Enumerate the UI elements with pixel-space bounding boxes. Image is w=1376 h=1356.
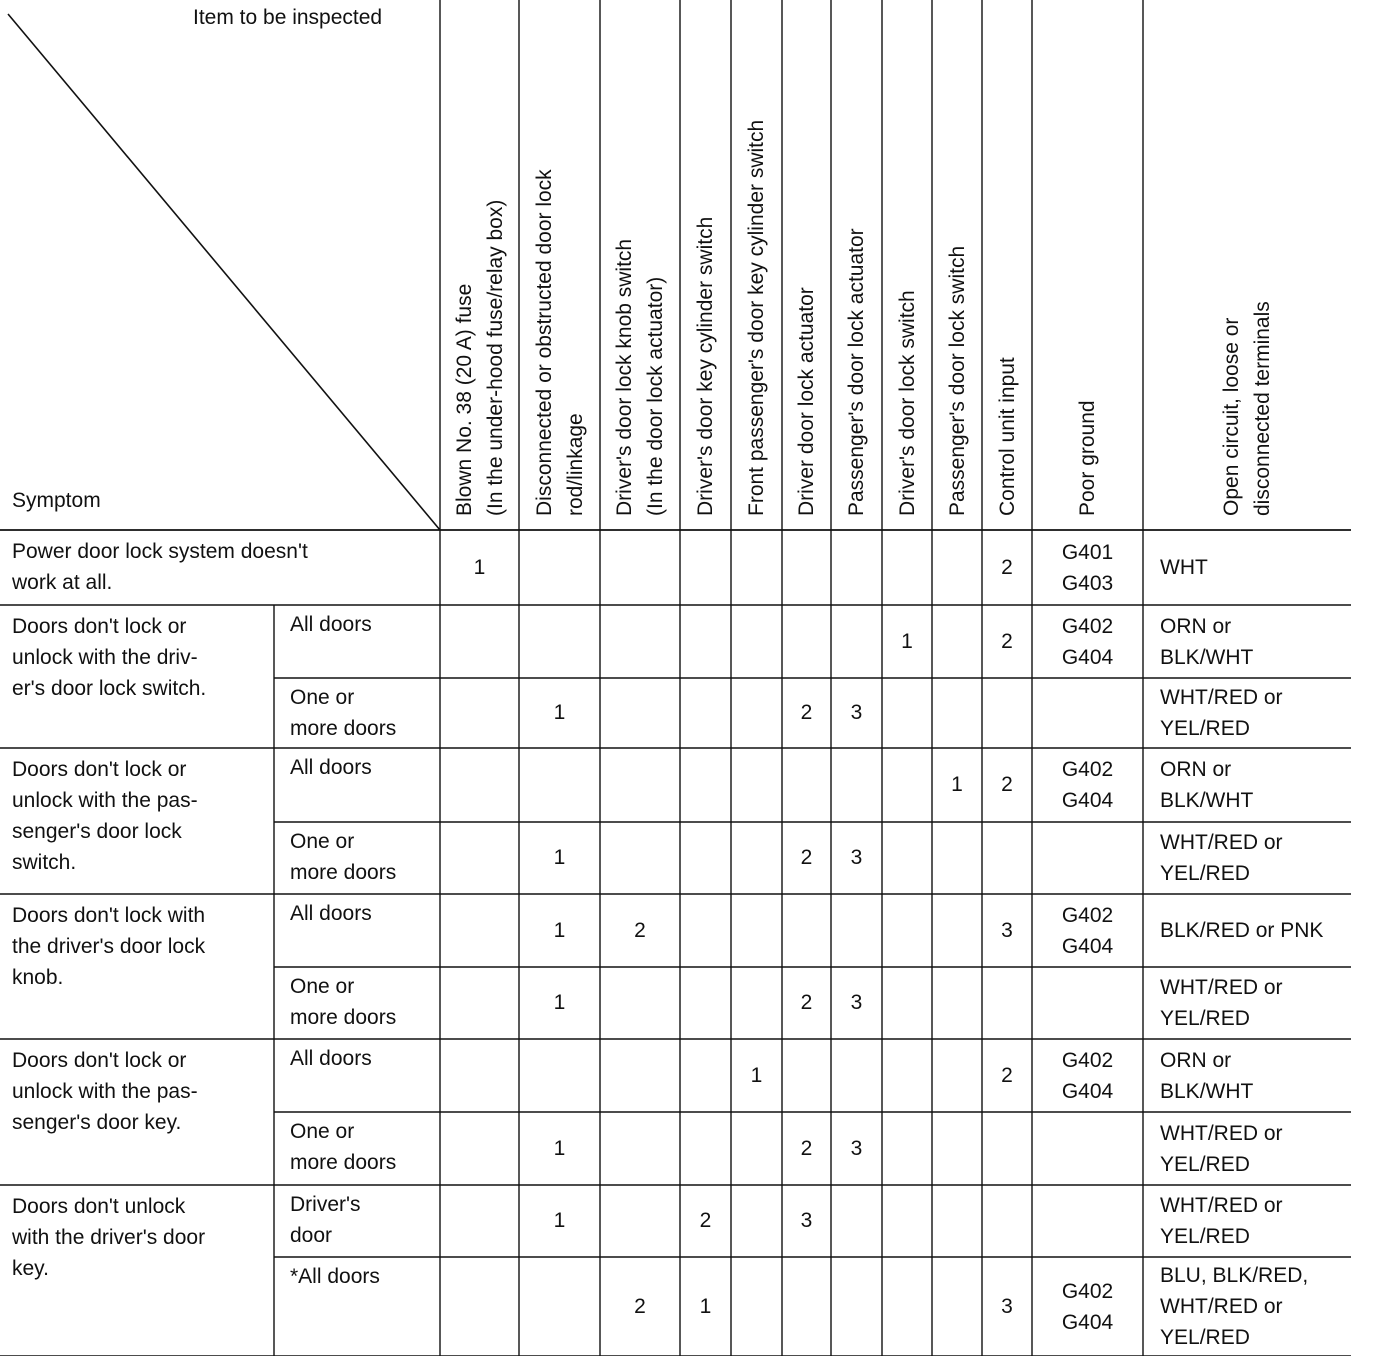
priority-cell: 3 — [850, 846, 863, 869]
priority-cell: 1 — [553, 1209, 566, 1232]
cell-line: G402 — [1061, 903, 1114, 927]
cell-line: WHT/RED or — [1160, 686, 1283, 709]
priority-cell: 1 — [553, 991, 566, 1014]
priority-cell: 2 — [1001, 773, 1013, 796]
subcondition-line: more doors — [290, 717, 397, 740]
terminal-cell — [1143, 605, 1351, 678]
priority-cell: 2 — [1001, 629, 1013, 653]
terminal-cell — [1143, 1039, 1351, 1112]
priority-cell: 3 — [1001, 918, 1013, 942]
symptom-line: switch. — [12, 851, 77, 874]
symptom-line: Power door lock system doesn't — [12, 540, 308, 563]
priority-cell: 2 — [699, 1209, 712, 1232]
symptom-line: unlock with the driv- — [12, 646, 198, 669]
cell-line: G402 — [1061, 1279, 1114, 1303]
cell-line: WHT/RED or — [1160, 831, 1283, 854]
cell-line: G404 — [1061, 1079, 1114, 1103]
column-header-line: Driver door lock actuator — [795, 287, 818, 516]
subcondition-cell — [290, 826, 396, 888]
cell-line: G401 — [1061, 540, 1114, 564]
symptom-cell — [12, 754, 198, 878]
cell-line: WHT/RED or — [1160, 976, 1283, 999]
column-header-line: Front passenger's door key cylinder switch — [745, 119, 768, 516]
symptom-line: unlock with the pas- — [12, 1080, 198, 1103]
ground-cell — [1032, 894, 1143, 967]
column-header-7 — [841, 228, 872, 516]
ground-cell — [1032, 605, 1143, 678]
symptom-cell — [12, 1045, 198, 1138]
column-header-2 — [529, 169, 591, 516]
ground-cell — [1032, 1039, 1143, 1112]
column-header-line: disconnected terminals — [1251, 301, 1274, 516]
cell-line: G402 — [1061, 614, 1114, 638]
symptom-line: Doors don't lock or — [12, 1049, 187, 1072]
column-header-line: (In the door lock actuator) — [644, 276, 667, 516]
subcondition-line: One or — [290, 686, 355, 709]
subcondition-cell — [290, 1043, 372, 1074]
cell-line: BLU, BLK/RED, — [1160, 1264, 1309, 1287]
subcondition-cell — [290, 971, 396, 1033]
subcondition-cell — [290, 752, 372, 783]
priority-cell: 1 — [951, 773, 963, 796]
cell-line: G404 — [1061, 789, 1114, 812]
column-header-1 — [449, 200, 511, 516]
terminal-cell — [1143, 1257, 1351, 1356]
cell-line: YEL/RED — [1160, 1152, 1250, 1176]
priority-cell: 2 — [1001, 1063, 1013, 1087]
subcondition-line: All doors — [290, 1047, 372, 1070]
item-to-be-inspected-label: Item to be inspected — [193, 6, 383, 29]
priority-cell: 1 — [553, 701, 566, 724]
cell-line: ORN or — [1160, 758, 1232, 781]
priority-cell: 1 — [553, 846, 566, 869]
terminal-cell — [1143, 1185, 1351, 1257]
cell-line: G402 — [1061, 1048, 1114, 1072]
subcondition-cell — [290, 609, 372, 640]
terminal-cell — [1143, 822, 1351, 894]
column-header-line: Driver's door key cylinder switch — [694, 216, 717, 516]
subcondition-line: One or — [290, 830, 355, 853]
cell-line: YEL/RED — [1160, 862, 1250, 885]
subcondition-line: door — [290, 1224, 333, 1247]
subcondition-line: All doors — [290, 902, 372, 925]
cell-line: WHT — [1160, 556, 1208, 579]
symptom-line: senger's door lock — [12, 820, 182, 843]
symptom-line: with the driver's door — [12, 1226, 206, 1249]
symptom-cell — [12, 1191, 205, 1284]
cell-line: WHT/RED or — [1160, 1295, 1283, 1318]
symptom-line: Doors don't lock with — [12, 904, 206, 927]
cell-line: ORN or — [1160, 1048, 1232, 1072]
column-header-8 — [892, 290, 923, 516]
cell-line: YEL/RED — [1160, 1007, 1250, 1030]
cell-line: ORN or — [1160, 614, 1232, 638]
column-header-line: Control unit input — [995, 357, 1019, 516]
terminal-cell — [1143, 678, 1351, 748]
priority-cell: 2 — [800, 701, 813, 724]
symptom-cell — [12, 611, 206, 704]
column-header-5 — [741, 120, 772, 516]
column-header-line: Passenger's door lock actuator — [845, 228, 868, 516]
column-header-line: Driver's door lock knob switch — [613, 238, 636, 516]
terminal-cell — [1143, 967, 1351, 1039]
column-header-line: Poor ground — [1076, 400, 1099, 516]
column-header-11 — [1072, 400, 1103, 516]
priority-cell: 2 — [800, 1136, 813, 1160]
subcondition-line: All doors — [290, 756, 372, 779]
symptom-cell — [12, 900, 205, 993]
cell-line: G403 — [1061, 571, 1114, 595]
symptom-line: Doors don't unlock — [12, 1195, 186, 1218]
priority-cell: 3 — [1001, 1294, 1013, 1318]
symptom-line: key. — [12, 1257, 49, 1280]
cell-line: YEL/RED — [1160, 1225, 1250, 1248]
subcondition-line: more doors — [290, 1006, 397, 1029]
subcondition-line: more doors — [290, 1151, 397, 1174]
priority-cell: 2 — [800, 846, 813, 869]
priority-cell: 3 — [850, 991, 863, 1014]
column-header-line: Blown No. 38 (20 A) fuse — [452, 283, 476, 516]
header-diagonal-line — [8, 14, 440, 530]
cell-line: G404 — [1061, 1310, 1114, 1334]
subcondition-line: more doors — [290, 861, 397, 884]
priority-cell: 1 — [473, 555, 486, 579]
subcondition-cell — [290, 1116, 396, 1178]
priority-cell: 1 — [901, 629, 913, 653]
cell-line: YEL/RED — [1160, 1326, 1250, 1349]
cell-line: YEL/RED — [1160, 717, 1250, 740]
column-header-4 — [690, 217, 721, 516]
cell-line: G404 — [1061, 934, 1114, 958]
subcondition-line: All doors — [290, 613, 372, 636]
terminal-cell — [1143, 530, 1351, 605]
cell-line: BLK/WHT — [1160, 645, 1254, 669]
subcondition-line: Driver's — [290, 1193, 361, 1216]
symptom-line: work at all. — [12, 571, 113, 594]
column-header-line: Disconnected or obstructed door lock — [532, 169, 556, 516]
subcondition-cell — [290, 1189, 361, 1251]
symptom-line: Doors don't lock or — [12, 615, 187, 638]
symptom-label: Symptom — [12, 489, 101, 512]
ground-cell — [1032, 748, 1143, 822]
priority-cell: 1 — [553, 1136, 566, 1160]
ground-cell — [1032, 1257, 1143, 1356]
symptom-line: knob. — [12, 966, 64, 989]
subcondition-line: One or — [290, 975, 355, 998]
priority-cell: 2 — [634, 918, 646, 942]
terminal-cell — [1143, 748, 1351, 822]
cell-line: BLK/RED or PNK — [1160, 919, 1324, 942]
subcondition-cell — [290, 898, 372, 929]
cell-line: BLK/WHT — [1160, 1079, 1254, 1103]
symptom-line: unlock with the pas- — [12, 789, 198, 812]
column-header-12 — [1216, 301, 1278, 516]
column-header-line: Passenger's door lock switch — [945, 245, 969, 516]
subcondition-line: One or — [290, 1120, 355, 1143]
symptom-line: the driver's door lock — [12, 935, 206, 958]
cell-line: BLK/WHT — [1160, 789, 1254, 812]
subcondition-cell — [290, 682, 396, 744]
symptom-line: Doors don't lock or — [12, 758, 187, 781]
cell-line: WHT/RED or — [1160, 1194, 1283, 1217]
column-header-line: (In the under-hood fuse/relay box) — [483, 199, 507, 516]
priority-cell: 3 — [850, 1136, 863, 1160]
priority-cell: 2 — [800, 991, 813, 1014]
column-header-3 — [609, 239, 671, 516]
priority-cell: 2 — [634, 1294, 646, 1318]
cell-line: WHT/RED or — [1160, 1121, 1283, 1145]
column-header-9 — [942, 246, 973, 516]
symptom-cell — [12, 536, 308, 598]
ground-cell — [1032, 530, 1143, 605]
priority-cell: 1 — [750, 1063, 763, 1087]
column-header-line: rod/linkage — [563, 413, 587, 516]
subcondition-line: *All doors — [290, 1265, 380, 1288]
terminal-cell — [1143, 1112, 1351, 1185]
column-header-line: Open circuit, loose or — [1220, 317, 1243, 516]
cell-line: G404 — [1061, 645, 1114, 669]
priority-cell: 3 — [850, 701, 863, 724]
cell-line: G402 — [1061, 758, 1114, 781]
symptom-line: senger's door key. — [12, 1111, 182, 1134]
priority-cell: 2 — [1001, 555, 1013, 579]
terminal-cell — [1143, 894, 1351, 967]
priority-cell: 1 — [699, 1294, 712, 1318]
column-header-line: Driver's door lock switch — [895, 290, 919, 516]
column-header-6 — [791, 287, 822, 516]
subcondition-cell — [290, 1261, 380, 1292]
priority-cell: 1 — [553, 918, 566, 942]
symptom-line: er's door lock switch. — [12, 677, 207, 700]
priority-cell: 3 — [800, 1209, 813, 1232]
column-header-10 — [992, 357, 1023, 516]
